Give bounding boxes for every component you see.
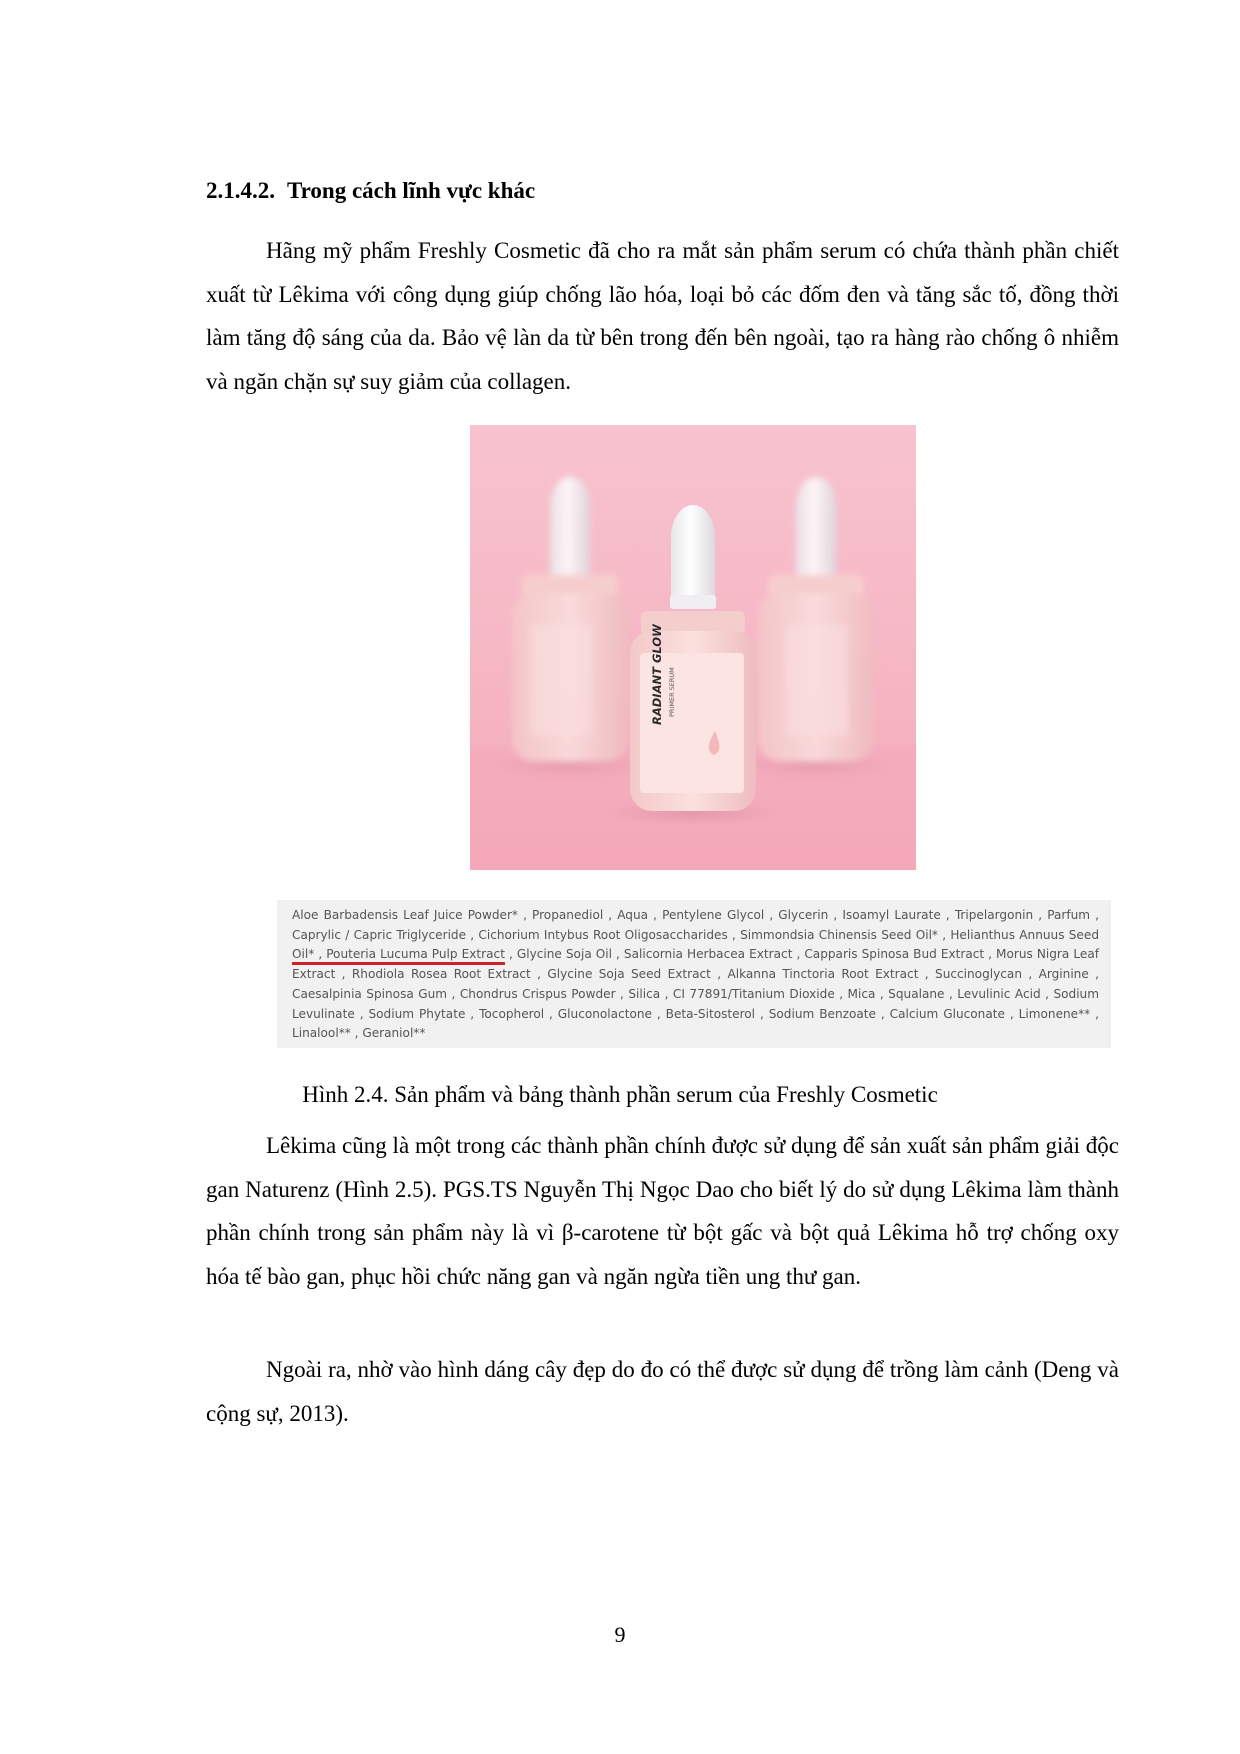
section-number: 2.1.4.2. <box>206 178 275 203</box>
ingredients-highlight: Oil* , Pouteria Lucuma Pulp Extract <box>292 947 505 962</box>
figure-caption: Hình 2.4. Sản phẩm và bảng thành phần serum của Freshly Cosmetic <box>302 1082 938 1107</box>
paragraph-naturenz: Lêkima cũng là một trong các thành phần chính được sử dụng để sản xuất sản phẩm giải độc gan Naturenz (Hình 2.5). PGS.TS Nguyễn Thị Ngọc Dao cho biết lý do sử dụng Lêkima làm thành phần chính trong sản phẩm này là vì β-carotene từ bột gấc và bột quả Lêkima hỗ trợ chống oxy hóa tế bào gan, phục hồi chức năng gan và ngăn ngừa tiền ung thư gan. <box>206 1133 1119 1289</box>
ingredients-text-before: Aloe Barbadensis Leaf Juice Powder* , Propanediol , Aqua , Pentylene Glycol , Glycerin , Isoamyl Laurate , Tripelargonin , Parfum , Caprylic / Capric Triglyceride , Cichorium Intybus Root Oligosaccharides , Simmondsia Chinensis Seed Oil* , Helianthus Annuus Seed <box>292 908 1099 942</box>
paragraph-serum: Hãng mỹ phẩm Freshly Cosmetic đã cho ra mắt sản phẩm serum có chứa thành phần chiết xuất từ Lêkima với công dụng giúp chống lão hóa, loại bỏ các đốm đen và tăng sắc tố, đồng thời làm tăng độ sáng của da. Bảo vệ làn da từ bên trong đến bên ngoài, tạo ra hàng rào chống ô nhiễm và ngăn chặn sự suy giảm của collagen. <box>206 238 1119 394</box>
bottle-label-sub: PRIMER SERUM <box>668 667 676 717</box>
section-heading <box>206 176 535 206</box>
page-number: 9 <box>614 1622 626 1647</box>
section-title: Trong cách lĩnh vực khác <box>287 178 536 203</box>
serum-product-photo <box>470 425 916 870</box>
ingredients-text-after: , Glycine Soja Oil , Salicornia Herbacea Extract , Capparis Spinosa Bud Extract , Morus Nigra Leaf Extract , Rhodiola Rosea Root Extract , Glycine Soja Seed Extract , Alkanna Tinctoria Root Extract , Succinoglycan , Arginine , Caesalpinia Spinosa Gum , Chondrus Crispus Powder , Silica , CI 77891/Titanium Dioxide , Mica , Squalane , Levulinic Acid , Sodium Levulinate , Sodium Phytate , Tocopherol , Gluconolactone , Beta-Sitosterol , Sodium Benzoate , Calcium Gluconate , Limonene** , Linalool** , Geraniol** <box>292 947 1099 1041</box>
ingredient-list <box>277 900 1111 1048</box>
paragraph-ornamental: Ngoài ra, nhờ vào hình dáng cây đẹp do đo có thể được sử dụng để trồng làm cảnh (Deng và cộng sự, 2013). <box>206 1357 1119 1426</box>
bottle-label-name: RADIANT GLOW <box>650 624 664 725</box>
